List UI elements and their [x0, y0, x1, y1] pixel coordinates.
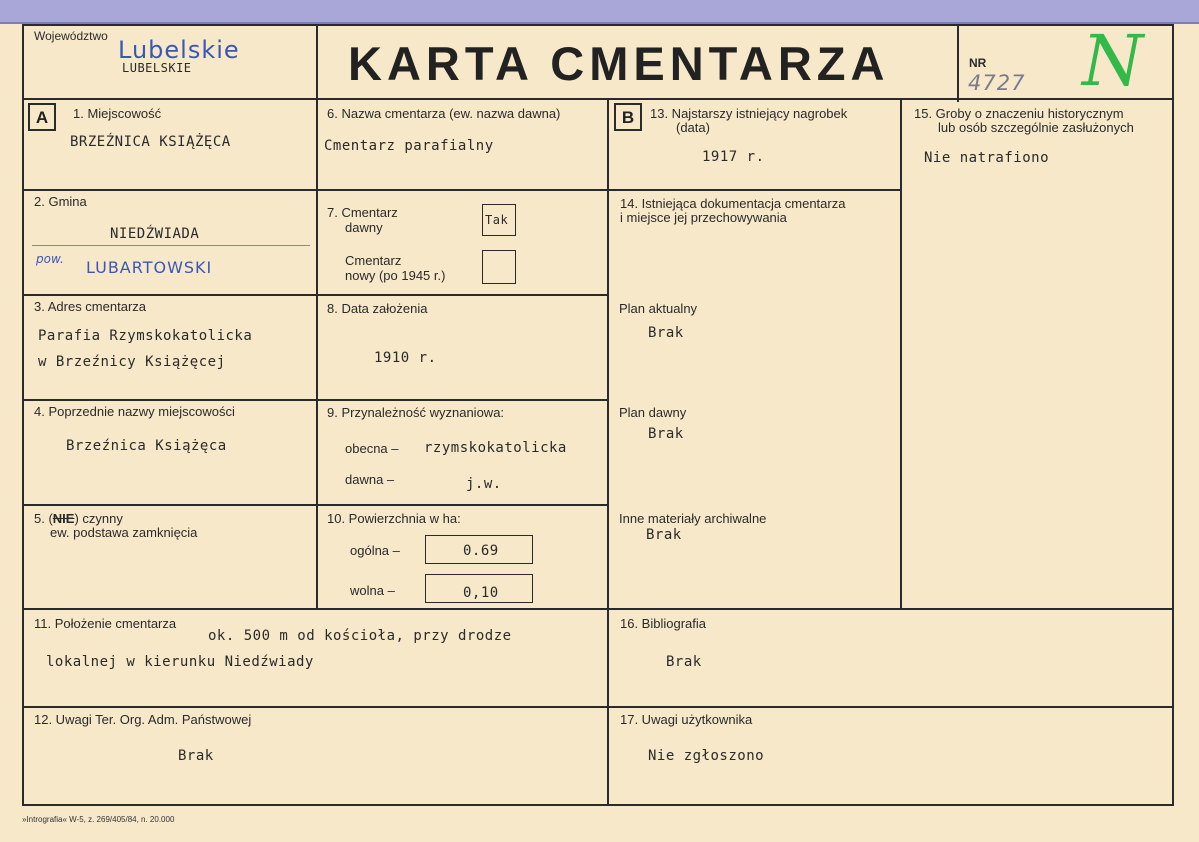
field4-value: Brzeźnica Książęca — [66, 438, 227, 454]
field17-label: 17. Uwagi użytkownika — [620, 712, 753, 727]
field10-ogolna-box[interactable] — [425, 535, 533, 564]
field2-pow: pow. — [36, 252, 64, 266]
field12-value: Brak — [178, 748, 214, 764]
field11-label: 11. Położenie cmentarza — [34, 616, 177, 631]
field10-ogolna-label: ogólna – — [350, 543, 400, 558]
field13-label-1: 13. Najstarszy istniejący nagrobek — [650, 106, 848, 121]
field8-label: 8. Data założenia — [327, 301, 428, 316]
field10-wolna-value: 0,10 — [463, 585, 499, 601]
field16-value: Brak — [666, 654, 702, 670]
nr-label: NR — [969, 56, 987, 70]
plan-aktualny-value: Brak — [648, 325, 684, 341]
field15-value: Nie natrafiono — [924, 150, 1050, 166]
field16-label: 16. Bibliografia — [620, 616, 706, 631]
field3-line1: Parafia Rzymskokatolicka — [38, 328, 253, 344]
field2-value: NIEDŹWIADA — [110, 226, 200, 242]
divider-col3 — [900, 98, 902, 609]
field15-label-2: lub osób szczególnie zasłużonych — [938, 120, 1134, 135]
field5-sub: ew. podstawa zamknięcia — [50, 525, 198, 540]
divider-header-left — [316, 24, 318, 102]
divider-header — [22, 98, 1174, 100]
divider-row2 — [22, 294, 609, 296]
field11-line1: ok. 500 m od kościoła, przy drodze — [208, 628, 512, 644]
divider-bottom-2 — [22, 706, 1174, 708]
field9-obecna-label: obecna – — [345, 441, 399, 456]
field13-value: 1917 r. — [702, 149, 765, 165]
divider-row3 — [22, 399, 609, 401]
field3-label: 3. Adres cmentarza — [34, 299, 146, 314]
field6-value: Cmentarz parafialny — [324, 138, 494, 154]
field7-label-b1: Cmentarz — [345, 253, 402, 268]
field6-label: 6. Nazwa cmentarza (ew. nazwa dawna) — [327, 106, 561, 121]
field7-label-a2: dawny — [345, 220, 383, 235]
field11-line2: lokalnej w kierunku Niedźwiady — [46, 654, 314, 670]
field5-label-end: ) czynny — [74, 511, 123, 526]
field5-label — [34, 511, 123, 526]
field9-dawna-label: dawna – — [345, 472, 395, 487]
green-mark: N — [1082, 20, 1144, 102]
field10-label: 10. Powierzchnia w ha: — [327, 511, 461, 526]
field7-label-b2: nowy (po 1945 r.) — [345, 268, 446, 283]
divider-row1 — [22, 189, 609, 191]
divider-b-row1 — [607, 189, 902, 191]
field3-line2: w Brzeźnicy Książęcej — [38, 354, 226, 370]
field9-label: 9. Przynależność wyznaniowa: — [327, 405, 505, 420]
field12-label: 12. Uwagi Ter. Org. Adm. Państwowej — [34, 712, 252, 727]
field9-dawna-value: j.w. — [466, 476, 502, 492]
divider-header-right — [957, 24, 959, 102]
field2-rule — [32, 245, 310, 246]
field14-label-1: 14. Istniejąca dokumentacja cmentarza — [620, 196, 846, 211]
field4-label: 4. Poprzednie nazwy miejscowości — [34, 404, 235, 419]
field10-ogolna-value: 0.69 — [463, 543, 499, 559]
card-title: KARTA CMENTARZA — [348, 37, 890, 90]
nr-value: 4727 — [968, 71, 1026, 95]
field7-label-a1: 7. Cmentarz — [327, 205, 398, 220]
field15-label-1: 15. Groby o znaczeniu historycznym — [914, 106, 1124, 121]
wojewodztwo-label: Województwo — [34, 29, 108, 43]
plan-dawny-value: Brak — [648, 426, 684, 442]
field9-obecna-value: rzymskokatolicka — [424, 440, 567, 456]
field2-label: 2. Gmina — [34, 194, 87, 209]
field7-box-dawny-value: Tak — [485, 213, 509, 227]
field1-label: 1. Miejscowość — [73, 106, 162, 121]
field8-value: 1910 r. — [374, 350, 437, 366]
wojewodztwo-typed: LUBELSKIE — [122, 61, 192, 75]
print-footer: »Intrografia« W-5, z. 269/405/84, n. 20.000 — [22, 815, 175, 824]
divider-bottom-1 — [22, 608, 1174, 610]
top-color-band — [0, 0, 1199, 24]
field5-struck: NIE — [52, 511, 75, 526]
field10-wolna-label: wolna – — [350, 583, 395, 598]
field7-box-dawny[interactable] — [482, 204, 516, 236]
inne-materialy-label: Inne materiały archiwalne — [619, 511, 767, 526]
plan-dawny-label: Plan dawny — [619, 405, 687, 420]
divider-row4 — [22, 504, 609, 506]
field2-powiat: LUBARTOWSKI — [86, 258, 213, 277]
field17-value: Nie zgłoszono — [648, 748, 765, 764]
field13-label-2: (data) — [676, 120, 710, 135]
field14-label-2: i miejsce jej przechowywania — [620, 210, 787, 225]
field7-box-nowy[interactable] — [482, 250, 516, 284]
divider-col2 — [607, 98, 609, 806]
field5-label-start: 5. ( — [34, 511, 53, 526]
field10-wolna-box[interactable] — [425, 574, 533, 603]
plan-aktualny-label: Plan aktualny — [619, 301, 698, 316]
divider-col1 — [316, 98, 318, 609]
wojewodztwo-handwritten: Lubelskie — [118, 36, 240, 64]
field1-value: BRZEŹNICA KSIĄŻĘCA — [70, 134, 231, 150]
section-b-badge: B — [614, 103, 642, 131]
section-a-badge: A — [28, 103, 56, 131]
inne-materialy-value: Brak — [646, 527, 682, 543]
